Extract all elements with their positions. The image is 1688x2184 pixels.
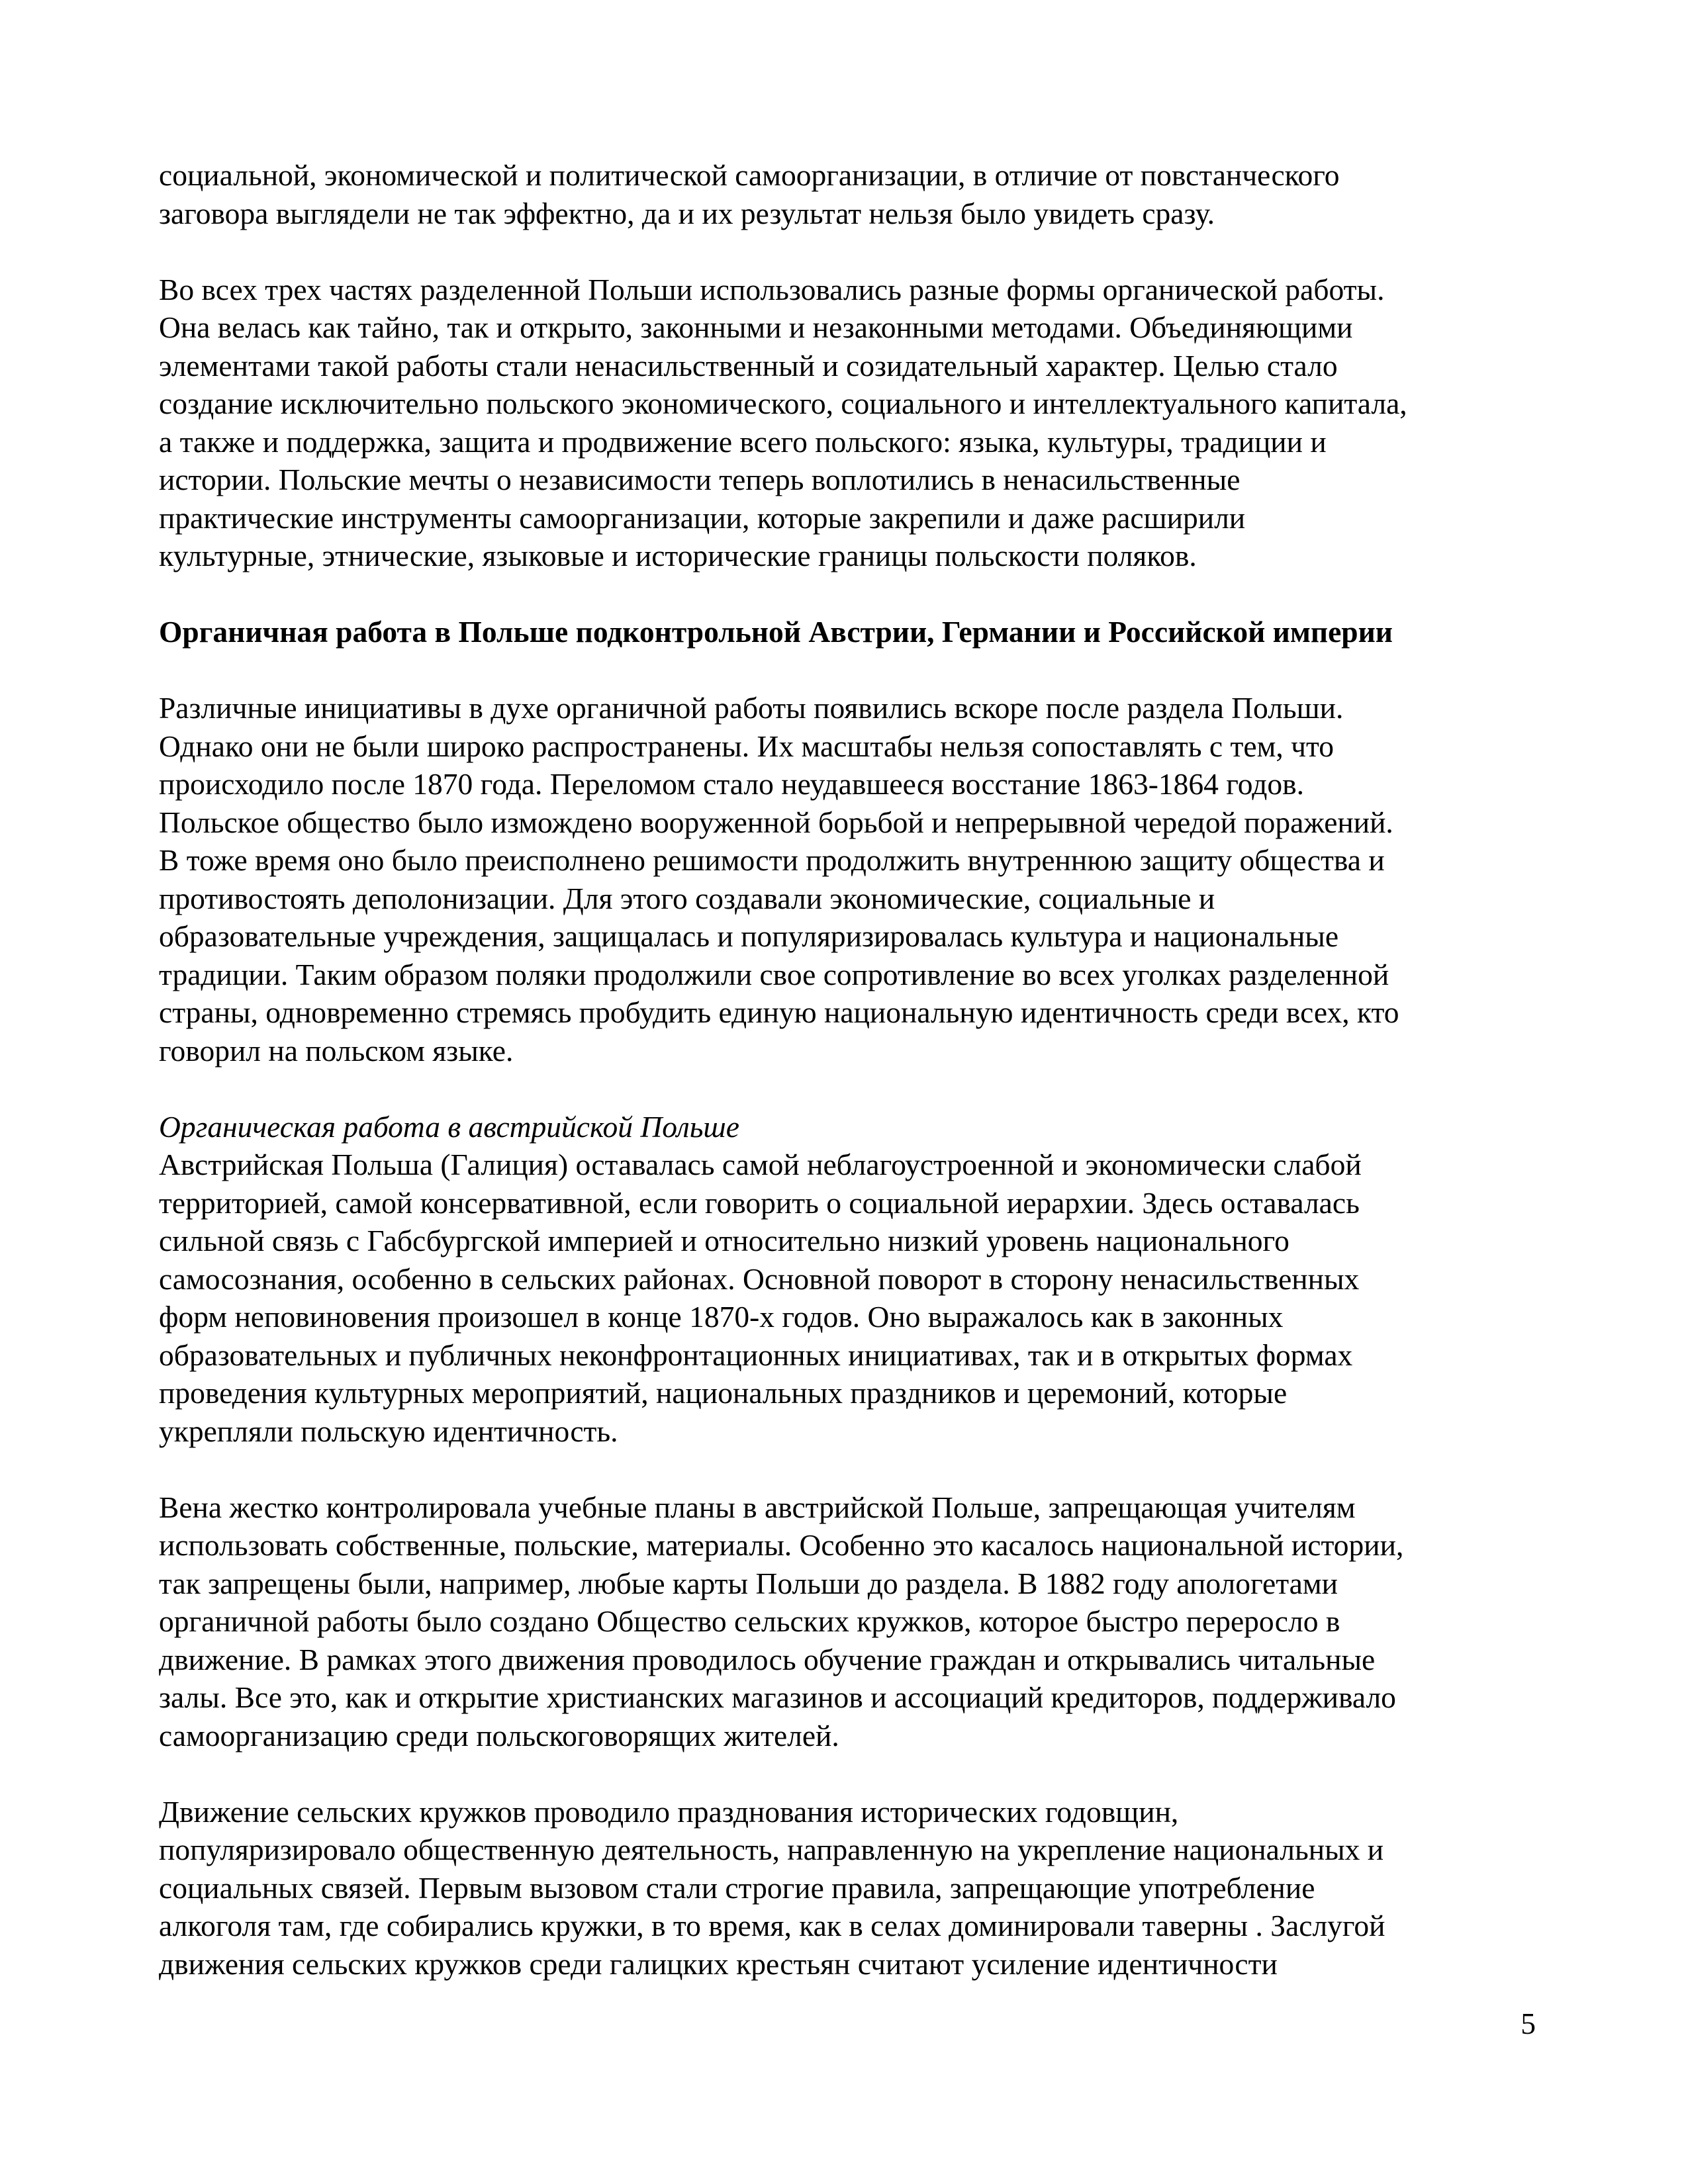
- paragraph-initiatives-after-partition: Различные инициативы в духе органичной работы появились вскоре после раздела Польши. Однако они не были широко распространены. Их масштабы нельзя сопоставлять с тем, что происходило после 1870 года. Переломом стало неудавшееся восстание 1863-1864 годов. Польское общество было измождено вооруженной борьбой и непрерывной чередой поражений. В тоже время оно было преисполнено решимости продолжить внутреннюю защиту общества и противостоять деполонизации. Для этого создавали экономические, социальные и образовательные учреждения, защищалась и популяризировалась культура и национальные традиции. Таким образом поляки продолжили свое сопротивление во всех уголках разделенной страны, одновременно стремясь пробудить единую национальную идентичность среди всех, кто говорил на польском языке.: [159, 691, 1399, 1068]
- paragraph-organic-work-forms: Во всех трех частях разделенной Польши использовались разные формы органической работы. Она велась как тайно, так и открыто, законными и незаконными методами. Объединяющими элементами такой работы стали ненасильственный и созидательный характер. Целью стало создание исключительно польского экономического, социального и интеллектуального капитала, а также и поддержка, защита и продвижение всего польского: языка, культуры, традиции и истории. Польские мечты о независимости теперь воплотились в ненасильственные практические инструменты самоорганизации, которые закрепили и даже расширили культурные, этнические, языковые и исторические границы польскости поляков.: [159, 272, 1407, 572]
- subsection-heading: Органическая работа в австрийской Польше: [159, 1109, 739, 1144]
- section-heading: Органичная работа в Польше подконтрольной Австрии, Германии и Российской империи: [159, 615, 1393, 649]
- page-number: 5: [1521, 2007, 1536, 2040]
- paragraph-self-organization-intro: социальной, экономической и политической самоорганизации, в отличие от повстанческого заговора выглядели не так эффектно, да и их результат нельзя было увидеть сразу.: [159, 158, 1340, 230]
- paragraph-vienna-curriculum: Вена жестко контролировала учебные планы в австрийской Польше, запрещающая учителям использовать собственные, польские, материалы. Особенно это касалось национальной истории, так запрещены были, например, любые карты Польши до раздела. В 1882 году апологетами органичной работы было создано Общество сельских кружков, которое быстро переросло в движение. В рамках этого движения проводилось обучение граждан и открывались читальные залы. Все это, как и открытие христианских магазинов и ассоциаций кредиторов, поддерживало самоорганизацию среди польскоговорящих жителей.: [159, 1490, 1404, 1752]
- paragraph-rural-circles-movement: Движение сельских кружков проводило празднования исторических годовщин, популяризировало общественную деятельность, направленную на укрепление национальных и социальных связей. Первым вызовом стали строгие правила, запрещающие употребление алкоголя там, где собирались кружки, в то время, как в селах доминировали таверны . Заслугой движения сельских кружков среди галицких крестьян считают усиление идентичности: [159, 1794, 1385, 1981]
- document-page: [159, 156, 1542, 1983]
- paragraph-austrian-poland: Австрийская Польша (Галиция) оставалась самой неблагоустроенной и экономически слабой территорией, самой консервативной, если говорить о социальной иерархии. Здесь оставалась сильной связь с Габсбургской империей и относительно низкий уровень национального самосознания, особенно в сельских районах. Основной поворот в сторону ненасильственных форм неповиновения произошел в конце 1870-х годов. Оно выражалось как в законных образовательных и публичных неконфронтационных инициативах, так и в открытых формах проведения культурных мероприятий, национальных праздников и церемоний, которые укрепляли польскую идентичность.: [159, 1148, 1362, 1448]
